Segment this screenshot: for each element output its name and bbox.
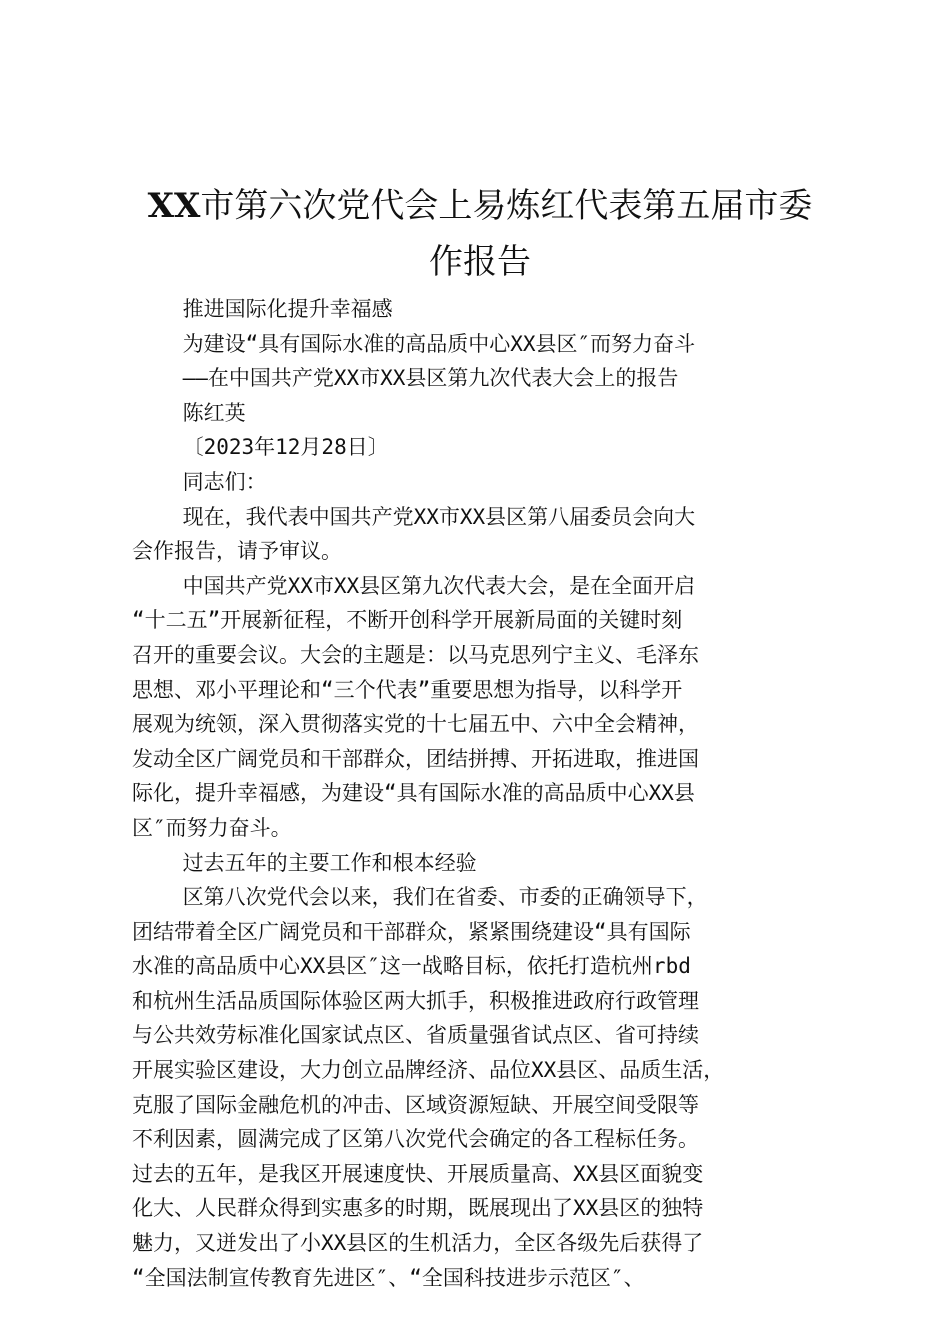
body-line: 区第八次党代会以来，我们在省委、市委的正确领导下， bbox=[132, 885, 708, 910]
body-line: 召开的重要会议。大会的主题是：以马克思列宁主义、毛泽东 bbox=[132, 642, 699, 667]
body-line: 发动全区广阔党员和干部群众，团结拼搏、开拓进取，推进国 bbox=[132, 746, 699, 771]
body-line: 魅力，又迸发出了小XX县区的生机活力，全区各级先后获得了 bbox=[132, 1231, 704, 1256]
body-line: 和杭州生活品质国际体验区两大抓手，积极推进政府行政管理 bbox=[132, 988, 699, 1013]
body-line: 〔2023年12月28日〕 bbox=[132, 435, 389, 460]
body-line: 陈红英 bbox=[132, 400, 246, 425]
body-line: 现在，我代表中国共产党XX市XX县区第八届委员会向大 bbox=[132, 504, 696, 529]
body-line: 团结带着全区广阔党员和干部群众，紧紧围绕建设“具有国际 bbox=[132, 919, 691, 944]
body-line: 水准的高品质中心XX县区″这一战略目标，依托打造杭州rbd bbox=[132, 954, 691, 979]
body-line: 推进国际化提升幸福感 bbox=[132, 297, 393, 321]
body-line: 中国共产党XX市XX县区第九次代表大会，是在全面开启 bbox=[132, 573, 696, 598]
body-line: 化大、人民群众得到实惠多的时期，既展现出了XX县区的独特 bbox=[132, 1196, 704, 1221]
document-title bbox=[100, 178, 860, 290]
body-line: 为建设“具有国际水准的高品质中心XX县区″而努力奋斗 bbox=[132, 331, 696, 356]
body-line: 过去的五年，是我区开展速度快、开展质量高、XX县区面貌变 bbox=[132, 1161, 704, 1186]
body-line: 展观为统领，深入贯彻落实党的十七届五中、六中全会精神， bbox=[132, 712, 699, 737]
title-prefix: XX bbox=[147, 186, 201, 226]
body-line: 与公共效劳标准化国家试点区、省质量强省试点区、省可持续 bbox=[132, 1023, 699, 1048]
body-line: 会作报告，请予审议。 bbox=[132, 539, 342, 564]
body-line: 克服了国际金融危机的冲击、区域资源短缺、开展空间受限等 bbox=[132, 1092, 699, 1117]
body-line: 开展实验区建设，大力创立品牌经济、品位XX县区、品质生活， bbox=[132, 1058, 725, 1083]
title-line-1 bbox=[148, 186, 813, 226]
body-line: ——在中国共产党XX市XX县区第九次代表大会上的报告 bbox=[132, 366, 679, 391]
body-line: 区″而努力奋斗。 bbox=[132, 815, 292, 840]
body-line: 过去五年的主要工作和根本经验 bbox=[132, 850, 477, 875]
title-line-2: 作报告 bbox=[429, 242, 531, 282]
body-line: “十二五”开展新征程，不断开创科学开展新局面的关键时刻 bbox=[132, 608, 683, 633]
body-line: 思想、邓小平理论和“三个代表”重要思想为指导，以科学开 bbox=[132, 677, 683, 702]
body-line: 际化，提升幸福感，为建设“具有国际水准的高品质中心XX县 bbox=[132, 781, 695, 806]
body-line: 同志们： bbox=[132, 469, 267, 494]
document-body bbox=[132, 292, 832, 1295]
body-line: 不利因素，圆满完成了区第八次党代会确定的各工程标任务。 bbox=[132, 1127, 699, 1152]
title-line-1-rest: 市第六次党代会上易炼红代表第五届市委 bbox=[200, 186, 813, 226]
body-line: “全国法制宣传教育先进区″、“全国科技进步示范区″、 bbox=[132, 1265, 645, 1290]
